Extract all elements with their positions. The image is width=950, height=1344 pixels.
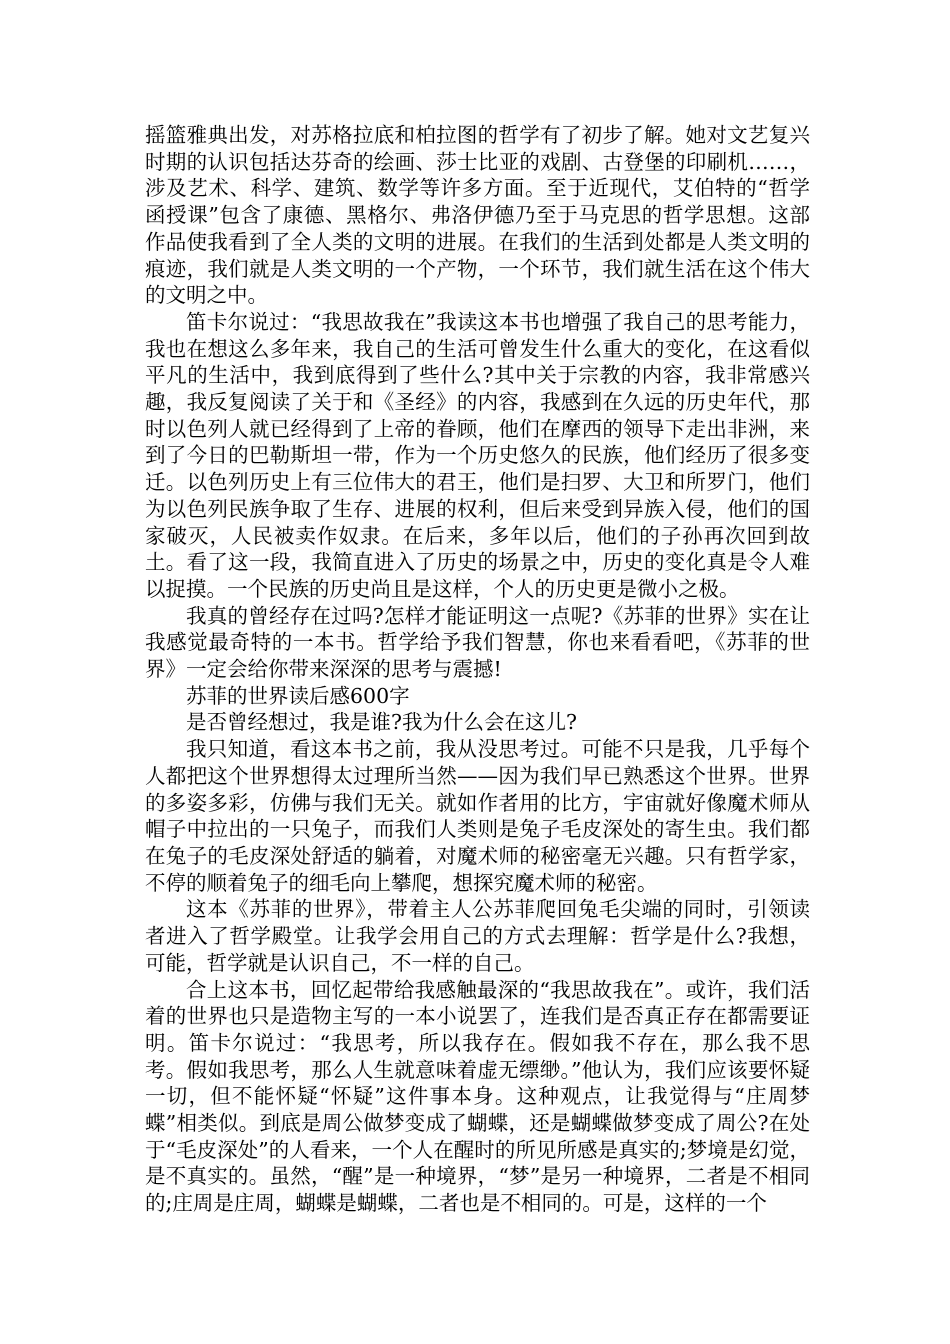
paragraph-1: 摇篮雅典出发，对苏格拉底和柏拉图的哲学有了初步了解。她对文艺复兴时期的认识包括达芬奇的绘画、莎士比亚的戏剧、古登堡的印刷机……，涉及艺术、科学、建筑、数学等许多方面。至于近现代，艾伯特的“哲学函授课”包含了康德、黑格尔、弗洛伊德乃至于马克思的哲学思想。这部作品使我看到了全人类的文明的进展。在我们的生活到处都是人类文明的痕迹，我们就是人类文明的一个产物，一个环节，我们就生活在这个伟大的文明之中。 (145, 123, 810, 308)
paragraph-5: 我只知道，看这本书之前，我从没思考过。可能不只是我，几乎每个人都把这个世界想得太过理所当然——因为我们早已熟悉这个世界。世界的多姿多彩，仿佛与我们无关。就如作者用的比方，宇宙就好像魔术师从帽子中拉出的一只兔子，而我们人类则是兔子毛皮深处的寄生虫。我们都在兔子的毛皮深处舒适的躺着，对魔术师的秘密毫无兴趣。只有哲学家，不停的顺着兔子的细毛向上攀爬，想探究魔术师的秘密。 (145, 737, 810, 895)
paragraph-3: 我真的曾经存在过吗?怎样才能证明这一点呢?《苏菲的世界》实在让我感觉最奇特的一本书。哲学给予我们智慧，你也来看看吧，《苏菲的世界》一定会给你带来深深的思考与震撼! (145, 603, 810, 682)
paragraph-4: 是否曾经想过，我是谁?我为什么会在这儿? (186, 710, 577, 735)
document-page (145, 122, 810, 1217)
paragraph-2: 笛卡尔说过：“我思故我在”我读这本书也增强了我自己的思考能力，我也在想这么多年来，我自己的生活可曾发生什么重大的变化，在这看似平凡的生活中，我到底得到了些什么?其中关于宗教的内容，我非常感兴趣，我反复阅读了关于和《圣经》的内容，我感到在久远的历史年代，那时以色列人就已经得到了上帝的眷顾，他们在摩西的领导下走出非洲，来到了今日的巴勒斯坦一带，作为一个历史悠久的民族，他们经历了很多变迁。以色列历史上有三位伟大的君王，他们是扫罗、大卫和所罗门，他们为以色列民族争取了生存、进展的权利，但后来受到异族入侵，他们的国家破灭，人民被卖作奴隶。在后来，多年以后，他们的子孙再次回到故土。看了这一段，我简直进入了历史的场景之中，历史的变化真是令人难以捉摸。一个民族的历史尚且是这样，个人的历史更是微小之极。 (145, 309, 810, 601)
section-title: 苏菲的世界读后感600字 (186, 683, 410, 708)
paragraph-6: 这本《苏菲的世界》，带着主人公苏菲爬回兔毛尖端的同时，引领读者进入了哲学殿堂。让我学会用自己的方式去理解：哲学是什么?我想，可能，哲学就是认识自己，不一样的自己。 (145, 897, 810, 975)
paragraph-7: 合上这本书，回忆起带给我感触最深的“我思故我在”。或许，我们活着的世界也只是造物主写的一本小说罢了，连我们是否真正存在都需要证明。笛卡尔说过：“我思考，所以我存在。假如我不存在，那么我不思考。假如我思考，那么人生就意味着虚无缥缈。”他认为，我们应该要怀疑一切，但不能怀疑“怀疑”这件事本身。这种观点，让我觉得与“庄周梦蝶”相类似。到底是周公做梦变成了蝴蝶，还是蝴蝶做梦变成了周公?在处于“毛皮深处”的人看来，一个人在醒时的所见所感是真实的;梦境是幻觉，是不真实的。虽然，“醒”是一种境界，“梦”是另一种境界，二者是不相同的;庄周是庄周，蝴蝶是蝴蝶，二者也是不相同的。可是，这样的一个 (145, 977, 810, 1216)
